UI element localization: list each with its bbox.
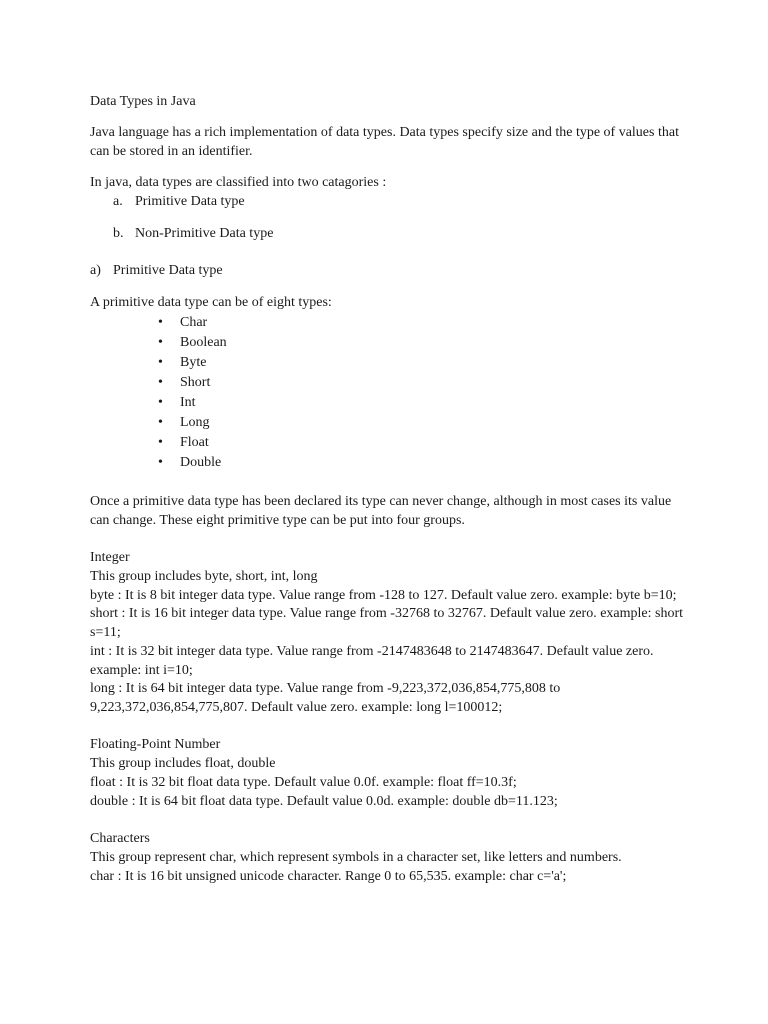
category-label-primitive: Primitive Data type (135, 194, 245, 209)
once-line-1: Once a primitive data type has been declared its type can never change, although in most cases its value (90, 494, 672, 509)
integer-heading: Integer (90, 550, 130, 565)
floating-line: float : It is 32 bit float data type. Default value 0.0f. example: float ff=10.3f; (90, 775, 517, 790)
integer-line: long : It is 64 bit integer data type. Value range from -9,223,372,036,854,775,808 to (90, 681, 561, 696)
bullet-icon: • (158, 435, 163, 450)
classified-text: In java, data types are classified into two catagories : (90, 175, 387, 190)
bullet-icon: • (158, 415, 163, 430)
section-a-marker: a) (90, 263, 101, 278)
list-item: Float (180, 435, 209, 450)
integer-line: 9,223,372,036,854,775,807. Default value zero. example: long l=100012; (90, 700, 503, 715)
characters-line: char : It is 16 bit unsigned unicode character. Range 0 to 65,535. example: char c='a'; (90, 869, 567, 884)
intro-line-2: can be stored in an identifier. (90, 144, 253, 159)
bullet-icon: • (158, 375, 163, 390)
once-line-2: can change. These eight primitive type can be put into four groups. (90, 513, 465, 528)
section-a-heading: Primitive Data type (113, 263, 223, 278)
list-item: Long (180, 415, 210, 430)
category-marker-a: a. (113, 194, 123, 209)
integer-line: int : It is 32 bit integer data type. Value range from -2147483648 to 2147483647. Default value zero. (90, 644, 654, 659)
category-label-non-primitive: Non-Primitive Data type (135, 226, 274, 241)
list-item: Boolean (180, 335, 227, 350)
floating-line: This group includes float, double (90, 756, 276, 771)
list-item: Int (180, 395, 196, 410)
integer-line: example: int i=10; (90, 663, 193, 678)
bullet-icon: • (158, 315, 163, 330)
floating-heading: Floating-Point Number (90, 737, 221, 752)
list-item: Char (180, 315, 208, 330)
characters-line: This group represent char, which represent symbols in a character set, like letters and numbers. (90, 850, 622, 865)
integer-line: s=11; (90, 625, 121, 640)
bullet-icon: • (158, 355, 163, 370)
integer-line: short : It is 16 bit integer data type. Value range from -32768 to 32767. Default value zero. example: short (90, 606, 684, 621)
intro-line-1: Java language has a rich implementation of data types. Data types specify size and the type of values that (90, 125, 679, 140)
category-marker-b: b. (113, 226, 124, 241)
bullet-icon: • (158, 335, 163, 350)
list-item: Double (180, 455, 222, 470)
list-item: Byte (180, 355, 207, 370)
floating-line: double : It is 64 bit float data type. Default value 0.0d. example: double db=11.123; (90, 794, 558, 809)
list-item: Short (180, 375, 211, 390)
integer-line: This group includes byte, short, int, long (90, 569, 318, 584)
characters-heading: Characters (90, 831, 150, 846)
document-title: Data Types in Java (90, 94, 196, 109)
bullet-icon: • (158, 455, 163, 470)
eight-types-intro: A primitive data type can be of eight types: (90, 295, 332, 310)
bullet-icon: • (158, 395, 163, 410)
integer-line: byte : It is 8 bit integer data type. Value range from -128 to 127. Default value zero. example: byte b=10; (90, 588, 677, 603)
